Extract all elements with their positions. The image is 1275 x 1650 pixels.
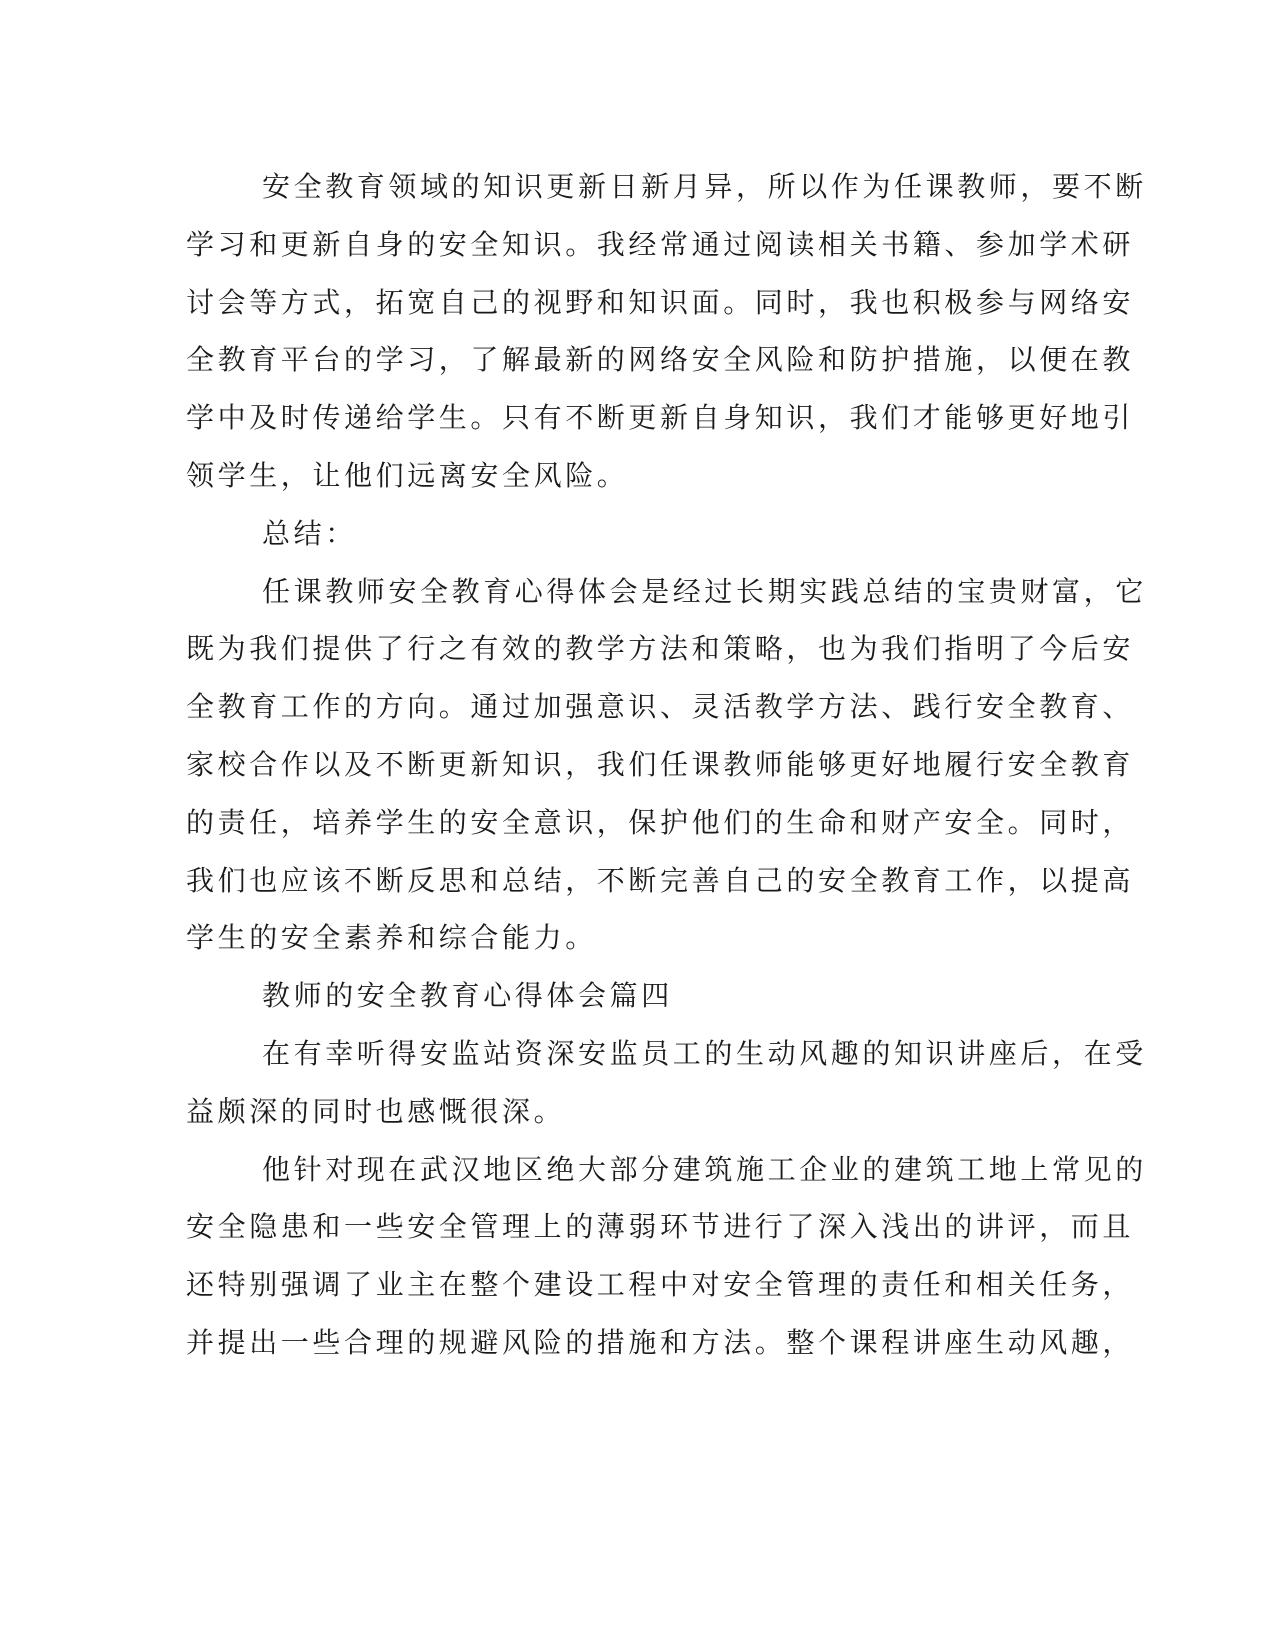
paragraph-lecture-intro <box>186 1025 1147 1141</box>
text-line: 领学生，让他们远离安全风险。 <box>186 458 629 492</box>
text-line: 既为我们提供了行之有效的教学方法和策略，也为我们指明了今后安 <box>186 632 1135 666</box>
text-line: 安全隐患和一些安全管理上的薄弱环节进行了深入浅出的讲评，而且 <box>186 1210 1135 1244</box>
text-line: 的责任，培养学生的安全意识，保护他们的生命和财产安全。同时， <box>186 805 1135 839</box>
section-title <box>186 967 1036 1025</box>
text-line: 教师的安全教育心得体会篇四 <box>262 979 673 1013</box>
text-line: 他针对现在武汉地区绝大部分建筑施工企业的建筑工地上常见的 <box>262 1152 1147 1186</box>
paragraph-knowledge-update <box>186 158 1147 505</box>
text-line: 家校合作以及不断更新知识，我们任课教师能够更好地履行安全教育 <box>186 747 1135 781</box>
heading-summary <box>186 505 1036 563</box>
text-line: 安全教育领域的知识更新日新月异，所以作为任课教师，要不断 <box>262 170 1147 203</box>
text-line: 并提出一些合理的规避风险的措施和方法。整个课程讲座生动风趣， <box>186 1325 1135 1359</box>
text-line: 学中及时传递给学生。只有不断更新自身知识，我们才能够更好地引 <box>186 401 1135 435</box>
text-line: 全教育平台的学习，了解最新的网络安全风险和防护措施，以便在教 <box>186 343 1135 377</box>
text-line: 在有幸听得安监站资深安监员工的生动风趣的知识讲座后，在受 <box>262 1036 1147 1070</box>
text-line: 全教育工作的方向。通过加强意识、灵活教学方法、践行安全教育、 <box>186 690 1135 724</box>
paragraph-lecture-content <box>186 1141 1147 1372</box>
text-line: 学习和更新自身的安全知识。我经常通过阅读相关书籍、参加学术研 <box>186 227 1135 261</box>
text-line: 总结： <box>262 516 357 550</box>
document-body <box>186 158 1147 1372</box>
text-line: 还特别强调了业主在整个建设工程中对安全管理的责任和相关任务， <box>186 1268 1135 1302</box>
text-line: 任课教师安全教育心得体会是经过长期实践总结的宝贵财富，它 <box>262 574 1147 608</box>
text-line: 益颇深的同时也感慨很深。 <box>186 1094 566 1128</box>
text-line: 讨会等方式，拓宽自己的视野和知识面。同时，我也积极参与网络安 <box>186 285 1135 319</box>
text-line: 学生的安全素养和综合能力。 <box>186 921 597 955</box>
text-line: 我们也应该不断反思和总结，不断完善自己的安全教育工作，以提高 <box>186 863 1135 897</box>
paragraph-summary <box>186 563 1147 968</box>
